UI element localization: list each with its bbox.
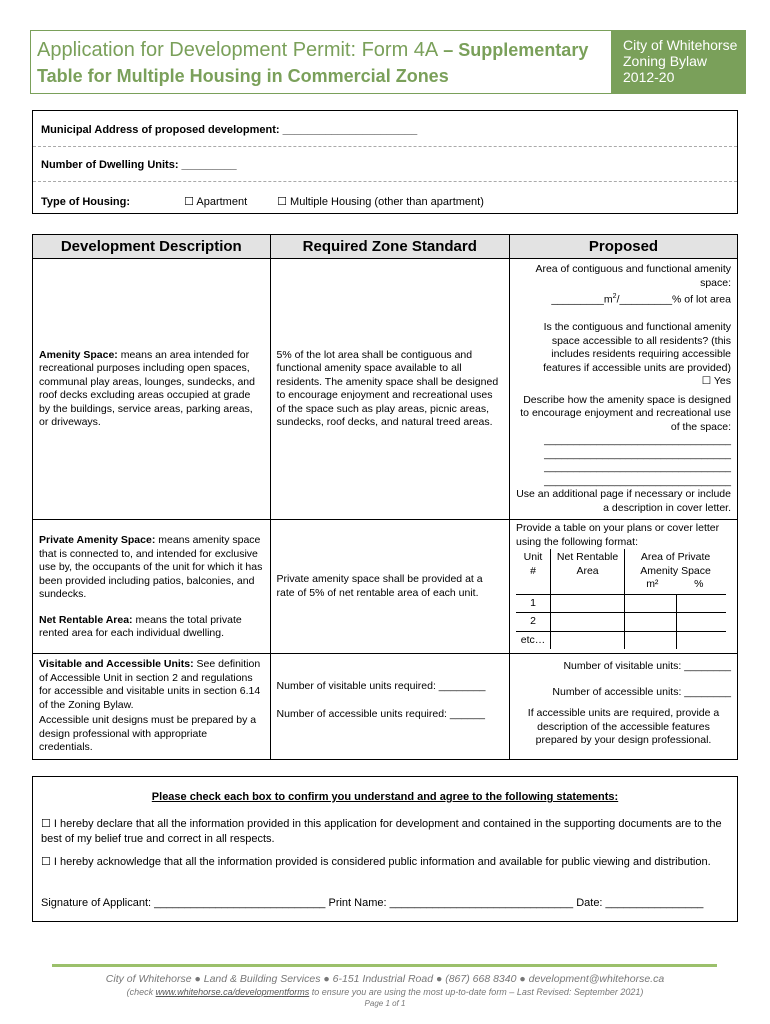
visitable-units-field[interactable]: Number of visitable units: ________ bbox=[563, 660, 731, 672]
unit-row-2: 2 bbox=[516, 613, 551, 632]
unit-row-1: 1 bbox=[516, 594, 551, 613]
table-cell[interactable] bbox=[551, 594, 625, 613]
amenity-describe-label: Describe how the amenity space is designed to encourage enjoyment and recreational use of the space: bbox=[520, 393, 731, 433]
table-cell[interactable] bbox=[551, 613, 625, 632]
footer-contact: City of Whitehorse ● Land & Building Services ● 6-151 Industrial Road ● (867) 668 8340 ● development@whitehorse.ca bbox=[105, 973, 665, 985]
page-number: Page 1 of 1 bbox=[364, 999, 406, 1008]
agreement-title: Please check each box to confirm you understand and agree to the following statements: bbox=[151, 791, 619, 803]
title-subtitle: Table for Multiple Housing in Commercial Zones bbox=[37, 66, 449, 86]
table-cell[interactable] bbox=[625, 613, 677, 632]
visitable-term: Visitable and Accessible Units: bbox=[39, 658, 194, 670]
footer-divider bbox=[52, 964, 717, 967]
agreement-box bbox=[32, 776, 738, 922]
header-proposed: Proposed bbox=[510, 235, 738, 259]
development-table bbox=[32, 234, 738, 760]
bylaw-number: 2012-20 bbox=[623, 69, 675, 85]
table-cell[interactable] bbox=[677, 631, 726, 649]
city-badge bbox=[611, 30, 746, 94]
divider bbox=[33, 181, 737, 182]
private-amenity-definition: means amenity space that is connected to, and intended for exclusive use by, the occupants of the unit for which it has been provided including patios, balconies, and sundecks. bbox=[39, 534, 263, 600]
municipal-address-field[interactable]: Municipal Address of proposed development: ______________________ bbox=[41, 124, 418, 136]
private-amenity-description bbox=[33, 520, 271, 654]
city-name: City of Whitehorse bbox=[623, 37, 738, 53]
table-cell[interactable] bbox=[677, 613, 726, 632]
property-info-box bbox=[32, 110, 738, 214]
visitable-proposed bbox=[510, 654, 738, 760]
unit-row-etc: etc… bbox=[516, 631, 551, 649]
private-amenity-proposed bbox=[510, 520, 738, 654]
visitable-description bbox=[33, 654, 271, 760]
amenity-description bbox=[33, 259, 271, 520]
amenity-definition: means an area intended for recreational purposes including open spaces, communal play areas, lounges, sundecks, and roof decks excluding areas occupied at grade by the buildings, service areas, parking areas, or driveways. bbox=[39, 348, 255, 428]
declaration-checkbox[interactable]: ☐ I hereby declare that all the information provided in this application for development and contained in the supporting documents are to the best of my belief true and correct in all respects. bbox=[41, 818, 722, 845]
visitable-definition: See definition of Accessible Unit in section 2 and regulations for accessible and visitable units in section 6.14 of the Zoning Bylaw. bbox=[39, 658, 261, 711]
accessible-units-required[interactable]: Number of accessible units required: ______ bbox=[276, 707, 485, 720]
amenity-description-field[interactable]: ________________________________ ________________________________ ________________________________ ________________________________ bbox=[544, 434, 731, 487]
signature-line[interactable]: Signature of Applicant: ____________________________ Print Name: ______________________________ Date: ________________ bbox=[41, 897, 704, 909]
unit-format-table bbox=[516, 549, 726, 649]
visitable-standard bbox=[270, 654, 509, 760]
visitable-design-note: Accessible unit designs must be prepared by a design professional with appropriate credentials. bbox=[39, 714, 257, 753]
amenity-accessible-question: Is the contiguous and functional amenity space accessible to all residents? (this includes residents requiring accessible features if accessible units are provided) bbox=[543, 321, 731, 374]
title-part1: Application for Development Permit: bbox=[37, 39, 362, 61]
apartment-checkbox[interactable]: ☐ Apartment bbox=[184, 196, 248, 208]
footer-note: (check www.whitehorse.ca/developmentforms to ensure you are using the most up-to-date form – Last Revised: September 2021) bbox=[126, 987, 644, 997]
net-rentable-term: Net Rentable Area: bbox=[39, 613, 133, 626]
acknowledgement-checkbox[interactable]: ☐ I hereby acknowledge that all the information provided is considered public information and available for public viewing and distribution. bbox=[41, 856, 711, 868]
table-cell[interactable] bbox=[625, 594, 677, 613]
col-private-amenity: Area of Private Amenity Space m² % bbox=[625, 549, 726, 594]
forms-link[interactable]: www.whitehorse.ca/developmentforms bbox=[155, 987, 310, 997]
bylaw-name: Zoning Bylaw bbox=[623, 53, 708, 69]
amenity-area-label: Area of contiguous and functional amenity space: bbox=[535, 263, 731, 289]
divider bbox=[33, 146, 737, 147]
private-amenity-standard: Private amenity space shall be provided at a rate of 5% of net rentable area of each unit. bbox=[270, 520, 509, 654]
net-rentable-definition: means the total private rented area for each individual dwelling. bbox=[39, 613, 242, 639]
table-cell[interactable] bbox=[551, 631, 625, 649]
dwelling-units-field[interactable]: Number of Dwelling Units: _________ bbox=[41, 159, 237, 171]
amenity-proposed bbox=[510, 259, 738, 520]
col-net-rentable: Net Rentable Area bbox=[551, 549, 625, 594]
amenity-area-field[interactable]: $\_\_\_\_\_\_\_\_\_m^2/\_\_\_\_\_\_\_\_\_\%$ of lot area bbox=[551, 293, 731, 306]
col-unit: Unit # bbox=[516, 549, 551, 594]
private-amenity-intro: Provide a table on your plans or cover letter using the following format: bbox=[516, 522, 720, 548]
table-cell[interactable] bbox=[677, 594, 726, 613]
multiple-housing-checkbox[interactable]: ☐ Multiple Housing (other than apartment) bbox=[277, 196, 484, 208]
housing-type-row bbox=[33, 195, 737, 208]
form-header bbox=[30, 30, 745, 94]
header-required-zone-standard: Required Zone Standard bbox=[270, 235, 509, 259]
visitable-units-required[interactable]: Number of visitable units required: ________ bbox=[276, 680, 486, 692]
table-cell[interactable] bbox=[625, 631, 677, 649]
amenity-standard: 5% of the lot area shall be contiguous and functional amenity space available to all residents. The amenity space shall be designed to encourage enjoyment and recreational uses of the space such as play areas, picnic areas, sundecks, roof decks, and natural treed areas. bbox=[270, 259, 509, 520]
amenity-term: Amenity Space: bbox=[39, 348, 118, 361]
title-part2: – Supplementary bbox=[438, 40, 589, 60]
housing-type-label: Type of Housing: bbox=[41, 196, 131, 208]
header-development-description: Development Description bbox=[33, 235, 271, 259]
private-amenity-term: Private Amenity Space: bbox=[39, 534, 156, 546]
amenity-yes-checkbox[interactable]: ☐ Yes bbox=[701, 375, 731, 387]
amenity-additional-note: Use an additional page if necessary or include a description in cover letter. bbox=[516, 488, 731, 514]
title-form-number: Form 4A bbox=[361, 39, 439, 61]
accessible-units-field[interactable]: Number of accessible units: ________ bbox=[552, 685, 731, 698]
form-title bbox=[31, 31, 611, 93]
accessible-features-note: If accessible units are required, provide a description of the accessible features prepared by your design professional. bbox=[527, 707, 720, 746]
